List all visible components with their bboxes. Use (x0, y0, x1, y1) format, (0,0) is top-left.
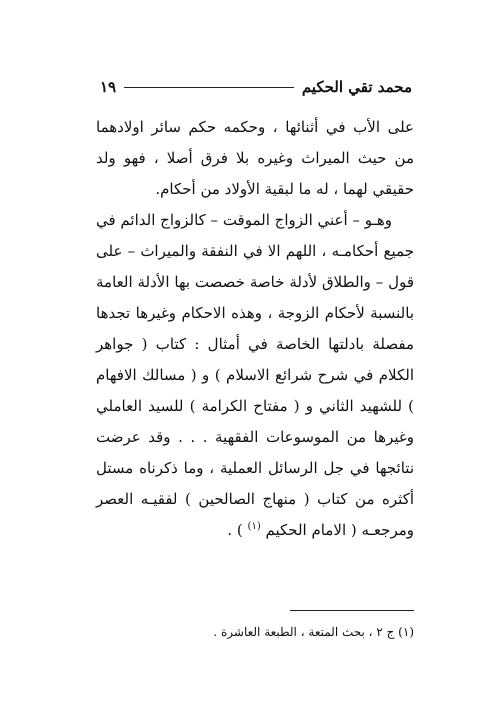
footnote-reference[interactable]: (١) (247, 521, 261, 532)
paragraph-2-end: ) . (227, 521, 243, 539)
paragraph-1: على الأب في أثنائها ، وحكمه حكم سائر اولادهما من حيث الميراث وغيره بلا فرق أصلا ، فهو ولد حقيقي لهما ، له ما لبقية الأولاد من أحكام. (96, 118, 414, 198)
running-title: محمد تقي الحكيم (301, 78, 412, 96)
page-header (100, 74, 412, 100)
body-text (96, 112, 414, 546)
header-rule (124, 87, 294, 88)
paragraph-2 (96, 205, 414, 546)
footnote-rule (290, 610, 414, 611)
paragraph-2-text: وهـو – أعني الزواج الموقت – كالزواج الدائم في جميع أحكامـه ، اللهم الا في النفقة والميراث – على قول – والطلاق لأدلة خاصة خصصت بها الأدلة العامة بالنسبة لأحكام الزوجة ، وهذه الاحكام وغيرها تجدها مفصلة بادلتها الخاصة في أمثال : كتاب ( جواهر الكلام في شرح شرائع الاسلام ) و ( مسالك الافهام ) للشهيد الثاني و ( مفتاح الكرامة ) للسيد العاملي وغيرها من الموسوعات الفقهية . . . وقد عرضت نتائجها في جل الرسائل العملية ، وما ذكرناه مستل أكثره من كتاب ( منهاج الصالحين ) لفقيـه العصر ومرجعـه ( الامام الحكيم (95, 211, 414, 539)
page-number: ١٩ (100, 78, 117, 96)
footnote: (١) ج ٢ ، بحث المتعة ، الطبعة العاشرة . (213, 625, 414, 639)
